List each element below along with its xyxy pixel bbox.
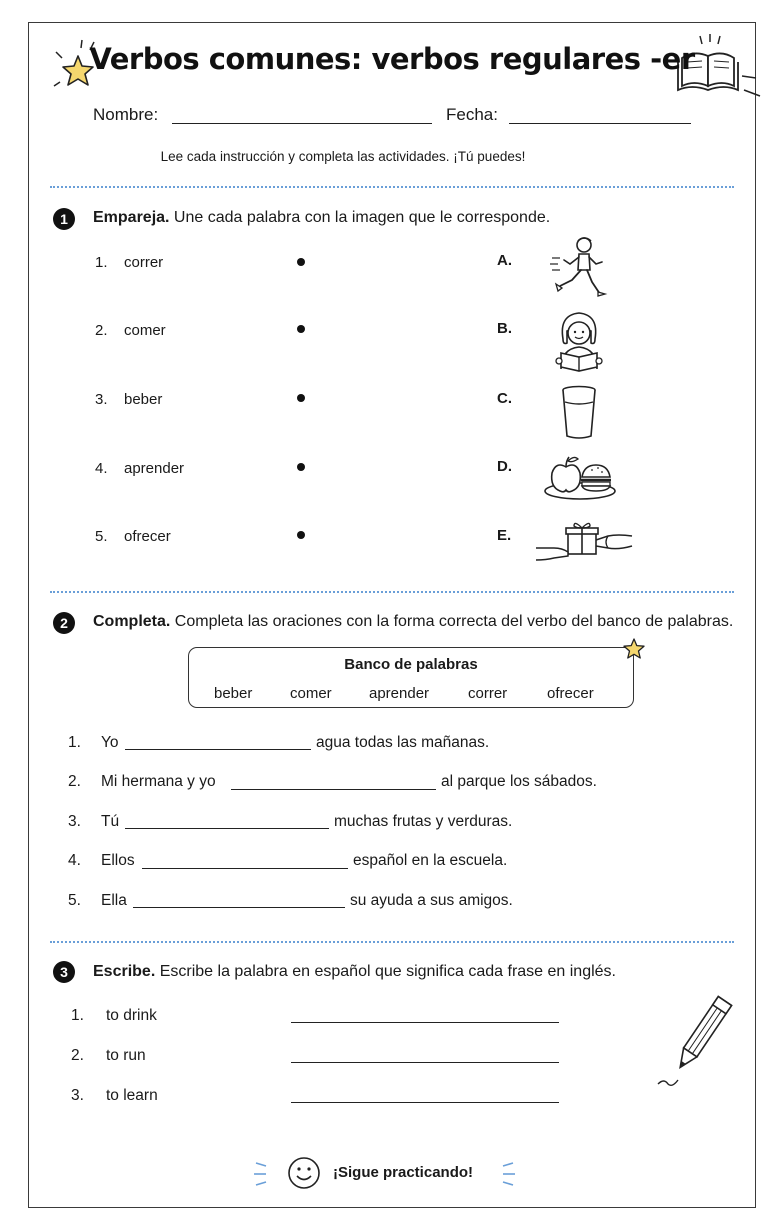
match-letter: A.	[497, 252, 512, 269]
match-item-word: comer	[124, 322, 166, 339]
section-number-badge: 3	[53, 961, 75, 983]
english-phrase: to drink	[106, 1007, 157, 1024]
sentence-end: al parque los sábados.	[441, 773, 597, 790]
sentence-number: 5.	[68, 892, 81, 909]
phrase-number: 2.	[71, 1047, 84, 1064]
name-line	[172, 123, 432, 124]
section-divider	[50, 186, 734, 188]
star-icon	[622, 637, 646, 661]
sentence-start: Tú	[101, 813, 120, 830]
section2-heading-bold: Completa.	[93, 613, 171, 630]
match-item-number: 5.	[95, 528, 108, 545]
section3-heading	[93, 963, 616, 981]
section1-heading	[93, 209, 550, 227]
apple-and-burger-plate-icon	[542, 453, 618, 503]
name-label: Nombre:	[93, 105, 159, 124]
section-number-badge: 2	[53, 612, 75, 634]
match-dot[interactable]	[297, 463, 305, 471]
match-dot[interactable]	[297, 258, 305, 266]
word-bank-word: comer	[290, 685, 332, 702]
match-item-number: 2.	[95, 322, 108, 339]
section2-heading-text: Completa las oraciones con la forma correcta del verbo del banco de palabras.	[170, 613, 734, 630]
answer-blank[interactable]	[142, 868, 348, 869]
match-letter: D.	[497, 458, 512, 475]
match-dot[interactable]	[297, 394, 305, 402]
match-item-word: correr	[124, 254, 164, 271]
footer-message: ¡Sigue practicando!	[333, 1164, 474, 1181]
sparkle-lines-icon	[251, 1160, 273, 1188]
phrase-number: 3.	[71, 1087, 84, 1104]
section-divider	[50, 591, 734, 593]
english-phrase: to learn	[106, 1087, 158, 1104]
sentence-end: muchas frutas y verduras.	[334, 813, 513, 830]
match-dot[interactable]	[297, 325, 305, 333]
match-item-word: beber	[124, 391, 163, 408]
answer-blank[interactable]	[125, 749, 311, 750]
sentence-end: su ayuda a sus amigos.	[350, 892, 513, 909]
sentence-start: Yo	[101, 734, 119, 751]
sentence-start: Mi hermana y yo	[101, 773, 216, 790]
match-item-number: 4.	[95, 460, 108, 477]
match-dot[interactable]	[297, 531, 305, 539]
phrase-number: 1.	[71, 1007, 84, 1024]
section3-heading-bold: Escribe.	[93, 963, 156, 980]
sentence-end: agua todas las mañanas.	[316, 734, 490, 751]
answer-blank[interactable]	[125, 828, 329, 829]
girl-reading-book-icon	[553, 309, 605, 373]
match-item-number: 1.	[95, 254, 108, 271]
section3-heading-text: Escribe la palabra en español que significa cada frase en inglés.	[155, 963, 616, 980]
date-line	[509, 123, 691, 124]
answer-blank[interactable]	[291, 1102, 559, 1103]
section-divider	[50, 941, 734, 943]
sentence-end: español en la escuela.	[353, 852, 508, 869]
answer-blank[interactable]	[291, 1022, 559, 1023]
word-bank-word: beber	[214, 685, 253, 702]
section1-heading-text: Une cada palabra con la imagen que le corresponde.	[169, 209, 551, 226]
instructions-text: Lee cada instrucción y completa las actividades. ¡Tú puedes!	[160, 149, 526, 164]
section1-heading-bold: Empareja.	[93, 209, 170, 226]
match-letter: E.	[497, 527, 512, 544]
english-phrase: to run	[106, 1047, 146, 1064]
match-item-number: 3.	[95, 391, 108, 408]
match-letter: B.	[497, 320, 512, 337]
section2-heading	[93, 613, 733, 631]
answer-blank[interactable]	[231, 789, 436, 790]
word-bank-box	[188, 647, 634, 708]
match-item-word: ofrecer	[124, 528, 171, 545]
sentence-start: Ellos	[101, 852, 135, 869]
match-letter: C.	[497, 390, 512, 407]
page-title: Verbos comunes: verbos regulares -er	[89, 42, 695, 76]
smiley-icon	[286, 1155, 322, 1191]
pencil-icon	[652, 990, 738, 1090]
word-bank-word: aprender	[369, 685, 430, 702]
date-label: Fecha:	[446, 105, 498, 124]
sentence-number: 3.	[68, 813, 81, 830]
hands-giving-gift-icon	[534, 520, 634, 566]
sentence-number: 1.	[68, 734, 81, 751]
word-bank-word: correr	[468, 685, 508, 702]
match-item-word: aprender	[124, 460, 185, 477]
glass-of-water-icon	[559, 384, 599, 440]
sentence-start: Ella	[101, 892, 127, 909]
running-boy-icon	[548, 234, 608, 300]
word-bank-title: Banco de palabras	[344, 656, 478, 673]
section-number-badge: 1	[53, 208, 75, 230]
answer-blank[interactable]	[133, 907, 345, 908]
word-bank-word: ofrecer	[547, 685, 594, 702]
answer-blank[interactable]	[291, 1062, 559, 1063]
sparkle-lines-icon	[496, 1160, 518, 1188]
sentence-number: 4.	[68, 852, 81, 869]
sentence-number: 2.	[68, 773, 81, 790]
